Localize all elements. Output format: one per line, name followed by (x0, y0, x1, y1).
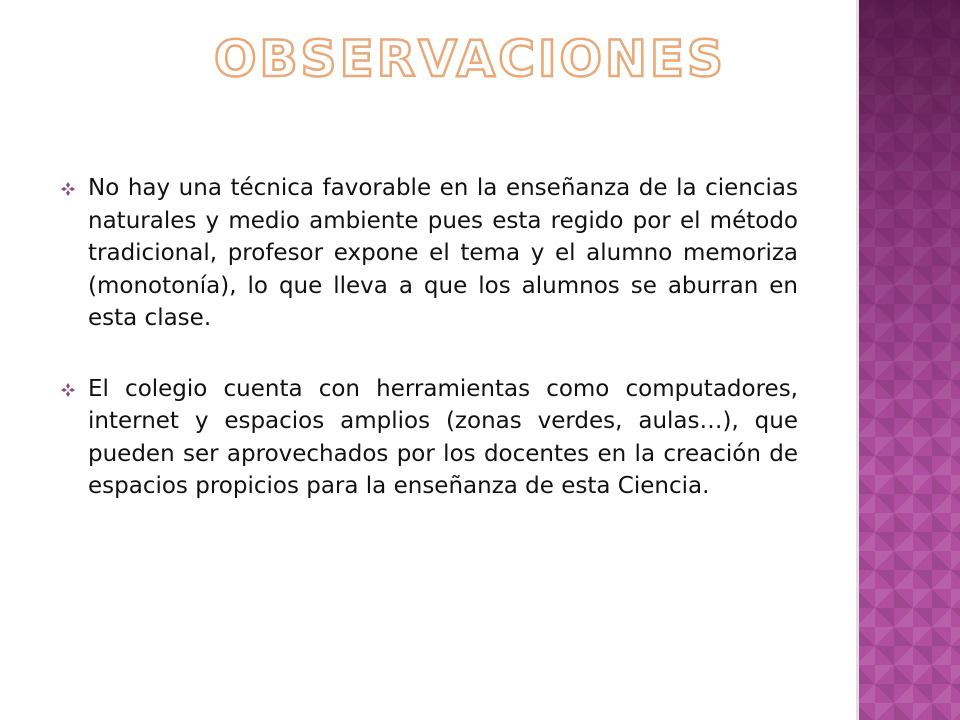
bullet-item (60, 172, 798, 335)
slide-title: OBSERVACIONES (213, 30, 727, 88)
bullet-list (60, 172, 798, 541)
diamond-bullet-icon (60, 382, 76, 398)
decorative-side-panel (856, 0, 960, 720)
bullet-text: No hay una técnica favorable en la enseñanza de la ciencias naturales y medio ambiente pues esta regido por el método tradicional, profesor expone el tema y el alumno memoriza (monotonía), lo que lleva a que los alumnos se aburran en esta clase. (88, 175, 798, 331)
bullet-text: El colegio cuenta con herramientas como computadores, internet y espacios amplios (zonas verdes, aulas…), que pueden ser aprovechados por los docentes en la creación de espacios propicios para la enseñanza de esta Ciencia. (88, 375, 798, 499)
bullet-item (60, 373, 798, 503)
diamond-bullet-icon (60, 181, 76, 197)
